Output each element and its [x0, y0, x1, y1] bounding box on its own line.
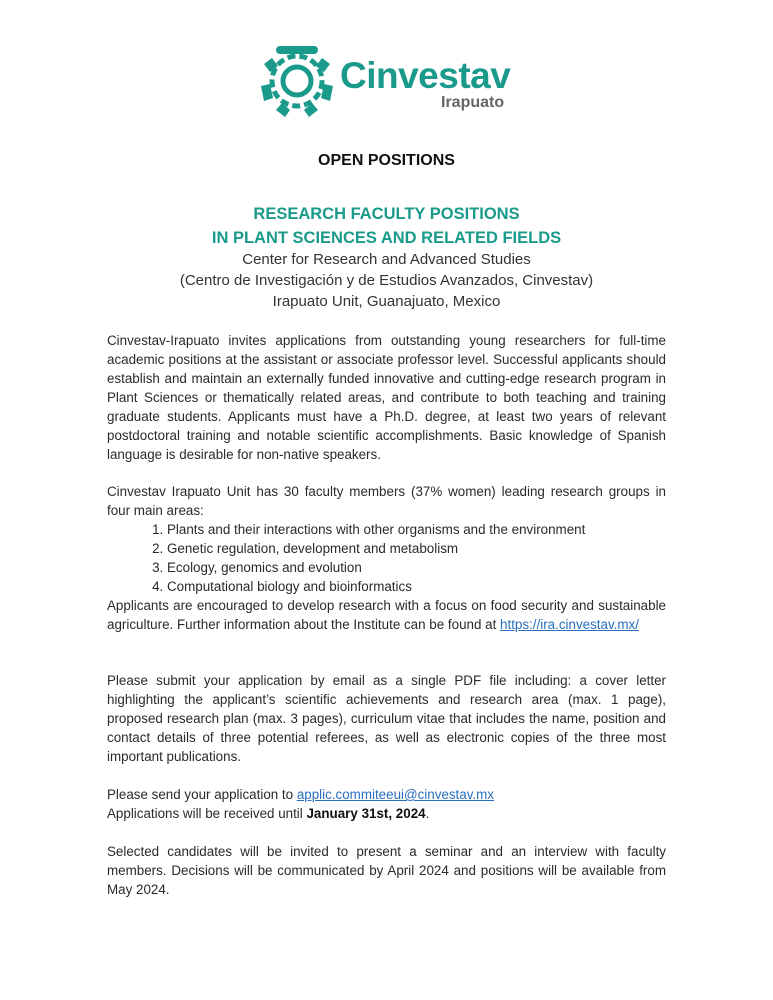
- research-area-item: 4. Computational biology and bioinformatics: [167, 577, 666, 596]
- research-areas-list: [107, 520, 666, 596]
- research-area-item: 1. Plants and their interactions with other organisms and the environment: [167, 520, 666, 539]
- institution-block: [0, 249, 773, 312]
- position-heading-line2: IN PLANT SCIENCES AND RELATED FIELDS: [211, 229, 562, 247]
- send-prefix: Please send your application to: [107, 787, 297, 802]
- cinvestav-logo: [258, 42, 528, 120]
- application-email-link[interactable]: applic.commiteeui@cinvestav.mx: [296, 787, 494, 802]
- logo-unit: Irapuato: [441, 94, 505, 111]
- unit-section: [107, 482, 666, 634]
- focus-text: Applicants are encouraged to develop research with a focus on food security and sustainable agriculture. Further information about the Institute can be found at: [107, 598, 666, 632]
- send-line: [107, 785, 666, 804]
- cinvestav-emblem-icon: [258, 42, 336, 120]
- submission-paragraph: Please submit your application by email as a single PDF file including: a cover letter highlighting the applicant’s scientific achievements and research area (max. 1 page), proposed research plan (max. 3 pages), curriculum vitae that includes the name, position and contact details of three potential referees, as well as electronic copies of the three most important publications.: [107, 673, 666, 764]
- deadline-suffix: .: [425, 806, 430, 821]
- page-title: OPEN POSITIONS: [318, 152, 455, 169]
- deadline-line: [107, 804, 666, 823]
- institute-website-link[interactable]: https://ira.cinvestav.mx/: [500, 617, 639, 632]
- position-heading: [0, 202, 773, 250]
- institution-name: Center for Research and Advanced Studies: [242, 251, 531, 268]
- institution-spanish-name: (Centro de Investigación y de Estudios Avanzados, Cinvestav): [179, 272, 594, 289]
- institution-location: Irapuato Unit, Guanajuato, Mexico: [272, 293, 501, 310]
- deadline-date: January 31st, 2024: [306, 806, 426, 821]
- deadline-prefix: Applications will be received until: [107, 806, 307, 821]
- contact-block: [107, 785, 666, 823]
- research-area-item: 3. Ecology, genomics and evolution: [167, 558, 666, 577]
- position-heading-line1: RESEARCH FACULTY POSITIONS: [253, 205, 520, 223]
- intro-paragraph: Cinvestav-Irapuato invites applications from outstanding young researchers for full-time academic positions at the assistant or associate professor level. Successful applicants should establish and maintain an externally funded innovative and cutting-edge research program in Plant Sciences or thematically related areas, and contribute to both teaching and training graduate students. Applicants must have a Ph.D. degree, at least two years of relevant postdoctoral training and notable scientific accomplishments. Basic knowledge of Spanish language is desirable for non-native speakers.: [107, 333, 666, 462]
- unit-lead-paragraph: Cinvestav Irapuato Unit has 30 faculty members (37% women) leading research groups in four main areas:: [107, 484, 666, 518]
- closing-paragraph: Selected candidates will be invited to present a seminar and an interview with faculty members. Decisions will be communicated by April 2024 and positions will be available from May 2024.: [107, 844, 666, 897]
- focus-paragraph: [107, 596, 666, 634]
- research-area-item: 2. Genetic regulation, development and metabolism: [167, 539, 666, 558]
- logo-wordmark: Cinvestav: [340, 55, 511, 96]
